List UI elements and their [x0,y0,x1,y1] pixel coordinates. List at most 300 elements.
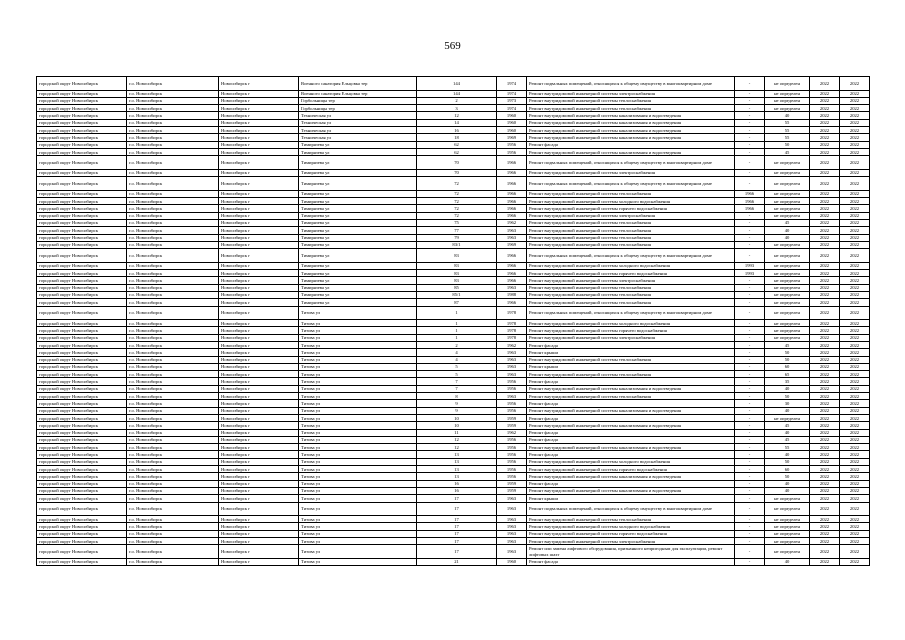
cell-street: Титова ул [299,349,417,356]
cell-okrug: городской округ Новосибирск [37,205,127,212]
cell-okrug: городской округ Новосибирск [37,270,127,277]
cell-house: 72 [417,177,497,191]
cell-gorod: Новосибирск г [219,205,299,212]
cell-work-type: Ремонт внутридомовой инженерной системы теплоснабжения [527,219,735,226]
cell-house: 10 [417,422,497,429]
cell-house: 1 [417,320,497,327]
table-row [37,429,870,436]
cell-work-type: Ремонт подвальных помещений, относящихся к общему имуществу в многоквартирном доме [527,249,735,263]
cell-last-repair-year: - [735,291,765,298]
cell-build-year: 1963 [497,234,527,241]
cell-poselenie: г.о. Новосибирск [127,516,219,523]
cell-gorod: Новосибирск г [219,212,299,219]
cell-house: 18 [417,134,497,141]
cell-street: Титова ул [299,558,417,565]
cell-street: Тимирязева ул [299,249,417,263]
cell-last-repair-year: - [735,414,765,421]
cell-plan-year-start: 2022 [810,523,840,530]
cell-cost: не определен [765,77,810,91]
cell-build-year: 1978 [497,320,527,327]
cell-street: Титова ул [299,356,417,363]
cell-okrug: городской округ Новосибирск [37,141,127,148]
cell-last-repair-year: - [735,334,765,341]
cell-last-repair-year: - [735,119,765,126]
cell-build-year: 1956 [497,458,527,465]
cell-last-repair-year: - [735,148,765,155]
cell-plan-year-start: 2022 [810,558,840,565]
cell-last-repair-year: - [735,249,765,263]
cell-house: 2 [417,341,497,348]
cell-gorod: Новосибирск г [219,148,299,155]
cell-plan-year-end: 2022 [840,495,870,502]
cell-plan-year-start: 2022 [810,327,840,334]
cell-house: 17 [417,495,497,502]
table-row [37,205,870,212]
cell-gorod: Новосибирск г [219,429,299,436]
cell-build-year: 1962 [497,219,527,226]
cell-okrug: городской округ Новосибирск [37,349,127,356]
cell-plan-year-end: 2022 [840,407,870,414]
table-row [37,219,870,226]
cell-work-type: Ремонт внутридомовой инженерной системы холодного водоснабжения [527,262,735,269]
cell-cost: не определен [765,306,810,320]
cell-work-type: Ремонт внутридомовой инженерной системы электроснабжения [527,538,735,545]
cell-gorod: Новосибирск г [219,156,299,170]
cell-poselenie: г.о. Новосибирск [127,262,219,269]
table-row [37,119,870,126]
cell-okrug: городской округ Новосибирск [37,112,127,119]
cell-build-year: 1966 [497,156,527,170]
cell-poselenie: г.о. Новосибирск [127,227,219,234]
cell-okrug: городской округ Новосибирск [37,545,127,559]
cell-gorod: Новосибирск г [219,444,299,451]
cell-okrug: городской округ Новосибирск [37,277,127,284]
cell-plan-year-end: 2022 [840,480,870,487]
cell-poselenie: г.о. Новосибирск [127,327,219,334]
cell-cost: 35 [765,378,810,385]
cell-okrug: городской округ Новосибирск [37,516,127,523]
cell-plan-year-end: 2022 [840,262,870,269]
cell-work-type: Ремонт внутридомовой инженерной системы теплоснабжения [527,356,735,363]
cell-poselenie: г.о. Новосибирск [127,90,219,97]
cell-house: 13 [417,473,497,480]
cell-work-type: Ремонт внутридомовой инженерной системы канализования и водоотведения [527,385,735,392]
cell-cost: 30 [765,400,810,407]
cell-gorod: Новосибирск г [219,385,299,392]
cell-build-year: 1956 [497,385,527,392]
cell-cost: не определен [765,190,810,197]
cell-house: 77 [417,227,497,234]
cell-plan-year-end: 2022 [840,523,870,530]
cell-street: Титова ул [299,407,417,414]
cell-plan-year-start: 2022 [810,495,840,502]
table-row [37,77,870,91]
cell-work-type: Ремонт внутридомовой инженерной системы электроснабжения [527,169,735,176]
table-row [37,422,870,429]
cell-poselenie: г.о. Новосибирск [127,436,219,443]
cell-poselenie: г.о. Новосибирск [127,480,219,487]
cell-last-repair-year: - [735,516,765,523]
cell-cost: не определен [765,177,810,191]
cell-house: 72 [417,205,497,212]
cell-plan-year-start: 2022 [810,241,840,248]
table-body [37,77,870,566]
cell-poselenie: г.о. Новосибирск [127,77,219,91]
cell-cost: 45 [765,341,810,348]
cell-street: Титова ул [299,385,417,392]
cell-last-repair-year: - [735,227,765,234]
cell-gorod: Новосибирск г [219,198,299,205]
cell-work-type: Ремонт внутридомовой инженерной системы теплоснабжения [527,105,735,112]
cell-okrug: городской округ Новосибирск [37,429,127,436]
cell-plan-year-start: 2022 [810,422,840,429]
cell-cost: не определен [765,538,810,545]
cell-cost: не определен [765,270,810,277]
cell-okrug: городской округ Новосибирск [37,400,127,407]
table-row [37,327,870,334]
cell-cost: 50 [765,349,810,356]
cell-street: Титова ул [299,306,417,320]
cell-build-year: 1956 [497,466,527,473]
cell-work-type: Ремонт или замена лифтового оборудования, признанного непригодным для эксплуатации, ремонт лифтовых шахт [527,545,735,559]
table-row [37,473,870,480]
table-row [37,249,870,263]
cell-poselenie: г.о. Новосибирск [127,558,219,565]
table-row [37,284,870,291]
cell-cost: не определен [765,97,810,104]
cell-street: Тимирязева ул [299,141,417,148]
cell-plan-year-end: 2022 [840,558,870,565]
cell-poselenie: г.о. Новосибирск [127,341,219,348]
cell-street: Титова ул [299,363,417,370]
cell-cost: 40 [765,112,810,119]
cell-plan-year-end: 2022 [840,127,870,134]
cell-street: Тимирязева ул [299,169,417,176]
cell-last-repair-year: - [735,545,765,559]
cell-okrug: городской округ Новосибирск [37,97,127,104]
table-row [37,558,870,565]
cell-work-type: Ремонт внутридомовой инженерной системы холодного водоснабжения [527,198,735,205]
cell-last-repair-year: - [735,134,765,141]
cell-build-year: 1956 [497,400,527,407]
cell-cost: 50 [765,393,810,400]
table-row [37,378,870,385]
cell-okrug: городской округ Новосибирск [37,262,127,269]
cell-gorod: Новосибирск г [219,451,299,458]
cell-work-type: Ремонт внутридомовой инженерной системы электроснабжения [527,212,735,219]
cell-plan-year-end: 2022 [840,97,870,104]
cell-last-repair-year: - [735,156,765,170]
cell-plan-year-end: 2022 [840,429,870,436]
cell-build-year: 1988 [497,291,527,298]
cell-cost: не определен [765,212,810,219]
cell-plan-year-start: 2022 [810,148,840,155]
cell-cost: не определен [765,105,810,112]
cell-last-repair-year: - [735,219,765,226]
cell-street: Титова ул [299,320,417,327]
cell-poselenie: г.о. Новосибирск [127,169,219,176]
cell-street: Титова ул [299,502,417,516]
table-row [37,156,870,170]
cell-house: 83 [417,262,497,269]
cell-gorod: Новосибирск г [219,270,299,277]
cell-street: Титова ул [299,545,417,559]
cell-street: Тимирязева ул [299,156,417,170]
cell-cost: 45 [765,436,810,443]
cell-last-repair-year: - [735,212,765,219]
cell-plan-year-end: 2022 [840,538,870,545]
cell-plan-year-end: 2022 [840,77,870,91]
cell-work-type: Ремонт внутридомовой инженерной системы канализования и водоотведения [527,422,735,429]
cell-cost: не определен [765,198,810,205]
cell-work-type: Ремонт внутридомовой инженерной системы холодного водоснабжения [527,523,735,530]
cell-street: Тимирязева ул [299,190,417,197]
cell-cost: не определен [765,249,810,263]
cell-last-repair-year: - [735,241,765,248]
cell-build-year: 1959 [497,487,527,494]
table-row [37,277,870,284]
cell-cost: не определен [765,241,810,248]
cell-poselenie: г.о. Новосибирск [127,473,219,480]
cell-plan-year-start: 2022 [810,177,840,191]
cell-street: Тимирязева ул [299,234,417,241]
cell-house: 72 [417,190,497,197]
cell-plan-year-end: 2022 [840,219,870,226]
cell-plan-year-end: 2022 [840,341,870,348]
cell-work-type: Ремонт внутридомовой инженерной системы канализования и водоотведения [527,407,735,414]
cell-poselenie: г.о. Новосибирск [127,277,219,284]
cell-plan-year-start: 2022 [810,530,840,537]
cell-street: Техническая ул [299,127,417,134]
cell-street: Титова ул [299,530,417,537]
cell-plan-year-end: 2022 [840,545,870,559]
cell-last-repair-year: - [735,385,765,392]
cell-gorod: Новосибирск г [219,190,299,197]
cell-cost: не определен [765,327,810,334]
cell-poselenie: г.о. Новосибирск [127,249,219,263]
cell-last-repair-year: - [735,495,765,502]
cell-gorod: Новосибирск г [219,284,299,291]
cell-build-year: 1960 [497,558,527,565]
cell-gorod: Новосибирск г [219,371,299,378]
cell-house: 72 [417,212,497,219]
cell-okrug: городской округ Новосибирск [37,393,127,400]
cell-okrug: городской округ Новосибирск [37,90,127,97]
cell-last-repair-year: - [735,487,765,494]
cell-okrug: городской округ Новосибирск [37,487,127,494]
cell-build-year: 1963 [497,284,527,291]
table-row [37,487,870,494]
cell-gorod: Новосибирск г [219,227,299,234]
cell-plan-year-start: 2022 [810,270,840,277]
cell-gorod: Новосибирск г [219,277,299,284]
cell-gorod: Новосибирск г [219,291,299,298]
cell-build-year: 1978 [497,306,527,320]
cell-plan-year-start: 2022 [810,341,840,348]
cell-house: 2 [417,97,497,104]
cell-cost: не определен [765,169,810,176]
cell-build-year: 1966 [497,277,527,284]
cell-build-year: 1966 [497,198,527,205]
cell-plan-year-start: 2022 [810,473,840,480]
cell-street: Титова ул [299,480,417,487]
cell-plan-year-end: 2022 [840,90,870,97]
cell-build-year: 1960 [497,112,527,119]
cell-cost: 60 [765,363,810,370]
cell-work-type: Ремонт подвальных помещений, относящихся к общему имуществу в многоквартирном доме [527,77,735,91]
cell-plan-year-end: 2022 [840,177,870,191]
cell-cost: не определен [765,90,810,97]
cell-cost: не определен [765,299,810,306]
cell-cost: 55 [765,444,810,451]
cell-build-year: 1962 [497,429,527,436]
cell-last-repair-year: - [735,538,765,545]
cell-okrug: городской округ Новосибирск [37,466,127,473]
cell-street: Титова ул [299,327,417,334]
cell-plan-year-start: 2022 [810,156,840,170]
cell-plan-year-start: 2022 [810,299,840,306]
cell-cost: 40 [765,407,810,414]
cell-street: Титова ул [299,422,417,429]
cell-last-repair-year: - [735,523,765,530]
cell-okrug: городской округ Новосибирск [37,77,127,91]
cell-work-type: Ремонт подвальных помещений, относящихся к общему имуществу в многоквартирном доме [527,306,735,320]
cell-plan-year-end: 2022 [840,327,870,334]
cell-plan-year-start: 2022 [810,393,840,400]
cell-last-repair-year: - [735,451,765,458]
cell-build-year: 1960 [497,119,527,126]
cell-work-type: Ремонт внутридомовой инженерной системы теплоснабжения [527,284,735,291]
cell-okrug: городской округ Новосибирск [37,284,127,291]
cell-work-type: Ремонт внутридомовой инженерной системы канализования и водоотведения [527,112,735,119]
table-row [37,334,870,341]
cell-plan-year-end: 2022 [840,363,870,370]
cell-plan-year-start: 2022 [810,127,840,134]
cell-last-repair-year: - [735,349,765,356]
cell-work-type: Ремонт внутридомовой инженерной системы канализования и водоотведения [527,487,735,494]
cell-build-year: 1963 [497,530,527,537]
cell-house: 14 [417,119,497,126]
cell-plan-year-start: 2022 [810,429,840,436]
cell-work-type: Ремонт внутридомовой инженерной системы теплоснабжения [527,97,735,104]
cell-work-type: Ремонт фасада [527,429,735,436]
cell-poselenie: г.о. Новосибирск [127,156,219,170]
cell-plan-year-end: 2022 [840,284,870,291]
cell-plan-year-start: 2022 [810,451,840,458]
cell-cost: 50 [765,141,810,148]
cell-poselenie: г.о. Новосибирск [127,97,219,104]
cell-last-repair-year: - [735,284,765,291]
cell-street: Титова ул [299,473,417,480]
cell-work-type: Ремонт внутридомовой инженерной системы канализования и водоотведения [527,119,735,126]
cell-last-repair-year: - [735,127,765,134]
cell-plan-year-start: 2022 [810,356,840,363]
cell-house: 83/1 [417,241,497,248]
cell-poselenie: г.о. Новосибирск [127,349,219,356]
cell-house: 11 [417,429,497,436]
cell-gorod: Новосибирск г [219,320,299,327]
cell-plan-year-end: 2022 [840,270,870,277]
cell-poselenie: г.о. Новосибирск [127,134,219,141]
cell-okrug: городской округ Новосибирск [37,241,127,248]
cell-cost: не определен [765,495,810,502]
cell-poselenie: г.о. Новосибирск [127,205,219,212]
table-row [37,451,870,458]
cell-work-type: Ремонт внутридомовой инженерной системы теплоснабжения [527,393,735,400]
cell-plan-year-start: 2022 [810,320,840,327]
cell-okrug: городской округ Новосибирск [37,414,127,421]
cell-plan-year-end: 2022 [840,148,870,155]
cell-work-type: Ремонт крыши [527,349,735,356]
cell-okrug: городской округ Новосибирск [37,407,127,414]
cell-poselenie: г.о. Новосибирск [127,429,219,436]
table-row [37,545,870,559]
cell-house: 70 [417,156,497,170]
cell-plan-year-start: 2022 [810,284,840,291]
cell-gorod: Новосибирск г [219,97,299,104]
cell-street: Титова ул [299,400,417,407]
cell-gorod: Новосибирск г [219,538,299,545]
cell-gorod: Новосибирск г [219,393,299,400]
cell-poselenie: г.о. Новосибирск [127,177,219,191]
cell-plan-year-end: 2022 [840,299,870,306]
cell-plan-year-start: 2022 [810,112,840,119]
cell-last-repair-year: - [735,105,765,112]
cell-okrug: городской округ Новосибирск [37,523,127,530]
cell-gorod: Новосибирск г [219,458,299,465]
cell-gorod: Новосибирск г [219,341,299,348]
cell-work-type: Ремонт внутридомовой инженерной системы теплоснабжения [527,516,735,523]
table-row [37,320,870,327]
cell-house: 12 [417,436,497,443]
cell-street: Техническая ул [299,119,417,126]
cell-cost: 45 [765,148,810,155]
cell-build-year: 1966 [497,169,527,176]
cell-house: 70 [417,169,497,176]
cell-plan-year-end: 2022 [840,112,870,119]
cell-plan-year-start: 2022 [810,198,840,205]
cell-last-repair-year: - [735,320,765,327]
cell-plan-year-start: 2022 [810,249,840,263]
cell-plan-year-start: 2022 [810,234,840,241]
cell-house: 83 [417,270,497,277]
cell-okrug: городской округ Новосибирск [37,105,127,112]
cell-plan-year-end: 2022 [840,516,870,523]
table-row [37,436,870,443]
cell-last-repair-year: - [735,458,765,465]
cell-poselenie: г.о. Новосибирск [127,538,219,545]
cell-cost: 40 [765,487,810,494]
cell-gorod: Новосибирск г [219,407,299,414]
cell-plan-year-start: 2022 [810,349,840,356]
cell-okrug: городской округ Новосибирск [37,473,127,480]
cell-okrug: городской округ Новосибирск [37,169,127,176]
cell-work-type: Ремонт внутридомовой инженерной системы электроснабжения [527,90,735,97]
cell-cost: не определен [765,530,810,537]
cell-gorod: Новосибирск г [219,112,299,119]
table-row [37,341,870,348]
cell-last-repair-year: - [735,306,765,320]
cell-house: 79 [417,234,497,241]
cell-poselenie: г.о. Новосибирск [127,198,219,205]
cell-plan-year-start: 2022 [810,77,840,91]
cell-gorod: Новосибирск г [219,530,299,537]
cell-cost: не определен [765,320,810,327]
table-row [37,444,870,451]
cell-plan-year-start: 2022 [810,436,840,443]
cell-last-repair-year: 1966 [735,205,765,212]
cell-house: 10 [417,414,497,421]
